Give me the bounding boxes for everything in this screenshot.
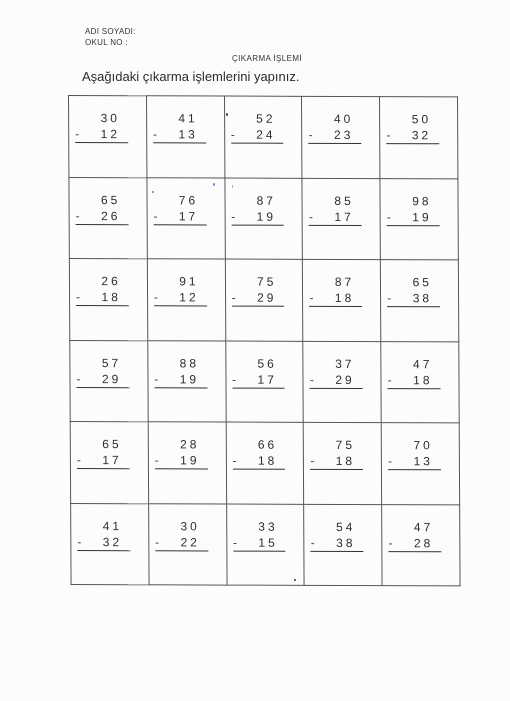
problem-cell	[70, 340, 148, 422]
minuend: 87	[334, 274, 355, 290]
minus-sign: -	[308, 209, 314, 224]
problem-cell	[380, 178, 458, 260]
subtraction-problem	[304, 437, 381, 470]
minus-sign: -	[309, 372, 314, 387]
minuend: 26	[101, 274, 121, 289]
minus-sign: -	[76, 290, 81, 305]
instruction-text: Aşağıdaki çıkarma işlemlerini yapınız.	[82, 69, 300, 84]
minus-sign: -	[386, 128, 391, 143]
problem-cell	[224, 96, 302, 178]
subtraction-problem	[303, 192, 380, 225]
problem-cell	[382, 504, 460, 586]
subtrahend-row	[77, 452, 130, 469]
problem-cell	[226, 504, 304, 586]
minus-sign: -	[152, 127, 158, 142]
problem-cell	[69, 259, 147, 341]
scan-speck	[226, 113, 228, 116]
worksheet-title: ÇIKARMA İŞLEMİ	[232, 54, 303, 63]
subtraction-problem	[382, 356, 459, 389]
subtraction-problem	[149, 436, 226, 469]
subtrahend-row	[387, 209, 440, 226]
subtraction-problem	[226, 355, 303, 388]
minuend: 85	[334, 193, 354, 208]
subtraction-problem	[148, 273, 225, 306]
scan-speck	[152, 191, 154, 193]
subtrahend: 24	[256, 127, 276, 142]
problem-cell	[381, 260, 459, 342]
minuend: 65	[412, 275, 433, 290]
minus-sign: -	[153, 290, 158, 305]
problem-cell	[225, 341, 303, 423]
subtrahend: 26	[101, 208, 121, 223]
problem-cell	[303, 341, 381, 423]
subtrahend: 13	[178, 127, 198, 142]
subtrahend-row	[232, 371, 285, 388]
minuend: 52	[256, 111, 276, 126]
minuend: 76	[178, 192, 199, 207]
minus-sign: -	[388, 535, 393, 550]
minus-sign: -	[231, 209, 236, 224]
minuend: 75	[256, 274, 277, 289]
minuend: 98	[412, 193, 432, 208]
problem-cell	[380, 97, 458, 179]
subtraction-problem	[147, 192, 224, 225]
subtrahend-row	[232, 453, 285, 470]
minus-sign: -	[387, 372, 392, 387]
subtrahend-row	[309, 127, 362, 144]
scan-speck	[294, 579, 296, 581]
subtrahend: 32	[102, 534, 123, 549]
subtrahend: 18	[257, 453, 278, 468]
name-label: ADI SOYADI:	[85, 27, 136, 36]
problem-cell	[225, 178, 303, 260]
subtraction-problem	[304, 355, 381, 388]
problem-cell	[302, 178, 380, 260]
subtrahend-row	[311, 534, 364, 551]
problem-cell	[147, 259, 225, 341]
problem-cell	[304, 422, 382, 504]
minuend: 33	[258, 519, 278, 534]
subtrahend: 22	[180, 534, 200, 549]
minus-sign: -	[232, 453, 237, 468]
subtrahend: 15	[258, 535, 278, 550]
minuend: 41	[178, 111, 198, 126]
minus-sign: -	[77, 534, 82, 549]
subtraction-problem	[226, 437, 303, 470]
problem-row	[69, 96, 458, 179]
subtrahend-row	[154, 289, 207, 306]
problem-cell	[148, 422, 226, 504]
subtraction-problem	[302, 111, 379, 144]
subtraction-problem	[71, 436, 148, 469]
minus-sign: -	[308, 127, 313, 142]
minus-sign: -	[76, 453, 81, 468]
subtrahend-row	[309, 208, 362, 225]
subtrahend-row	[309, 290, 362, 307]
subtrahend-row	[153, 126, 206, 143]
problem-cell	[69, 177, 147, 259]
subtraction-problem	[148, 355, 225, 388]
minus-sign: -	[310, 453, 315, 468]
subtrahend: 13	[413, 454, 433, 469]
minus-sign: -	[232, 372, 237, 387]
subtraction-problem	[303, 274, 380, 307]
problem-cell	[381, 423, 459, 505]
subtraction-problem	[380, 111, 457, 144]
school-number-label: OKUL NO :	[85, 38, 128, 47]
subtrahend-row	[231, 208, 284, 225]
subtrahend-row	[76, 371, 129, 388]
minuend: 54	[336, 519, 356, 534]
minus-sign: -	[154, 371, 159, 386]
subtrahend: 17	[102, 453, 122, 468]
problem-cell	[69, 96, 147, 178]
subtrahend-row	[233, 534, 286, 551]
problem-cell	[71, 503, 149, 585]
subtraction-problem	[381, 274, 458, 307]
subtraction-problem	[381, 193, 458, 226]
subtrahend-row	[386, 127, 439, 144]
subtrahend: 17	[257, 372, 277, 387]
problem-cell	[303, 259, 381, 341]
subtrahend: 18	[334, 290, 355, 306]
subtrahend-row	[77, 534, 130, 551]
subtrahend: 12	[100, 127, 121, 142]
subtraction-problem	[305, 518, 382, 551]
subtraction-problem	[227, 518, 304, 551]
subtrahend: 12	[179, 290, 199, 305]
problem-row	[70, 340, 459, 423]
subtrahend-row	[388, 453, 441, 470]
subtrahend: 19	[256, 209, 277, 224]
minuend: 28	[180, 437, 200, 452]
subtrahend: 38	[336, 535, 356, 550]
minus-sign: -	[232, 535, 237, 550]
minuend: 65	[102, 437, 122, 452]
minuend: 66	[257, 437, 278, 452]
subtrahend: 18	[335, 453, 356, 469]
scan-speck	[232, 185, 233, 188]
minus-sign: -	[154, 453, 159, 468]
problem-row	[71, 503, 460, 586]
problem-cell	[304, 504, 382, 586]
subtrahend: 29	[101, 371, 122, 386]
subtrahend: 38	[412, 291, 433, 306]
subtrahend-row	[75, 126, 128, 143]
minuend: 47	[412, 356, 433, 371]
subtrahend-row	[153, 208, 206, 225]
minus-sign: -	[388, 454, 393, 469]
problem-cell	[381, 341, 459, 423]
subtraction-problem	[70, 192, 147, 225]
subtraction-problem	[69, 110, 146, 143]
minuend: 70	[413, 438, 433, 453]
problem-cell	[148, 503, 226, 585]
problem-cell	[148, 340, 226, 422]
minuend: 50	[411, 112, 432, 127]
subtrahend: 19	[180, 453, 200, 468]
subtraction-problem	[382, 519, 459, 552]
problem-row	[70, 422, 459, 505]
subtrahend: 32	[411, 128, 432, 143]
subtrahend: 18	[101, 290, 121, 305]
minus-sign: -	[75, 127, 80, 142]
minuend: 91	[179, 274, 199, 289]
subtrahend-row	[232, 290, 285, 307]
subtraction-problem	[225, 111, 302, 144]
minus-sign: -	[310, 535, 315, 550]
minuend: 65	[100, 192, 121, 207]
minuend: 30	[100, 111, 120, 126]
subtrahend: 17	[334, 209, 354, 224]
problem-cell	[226, 422, 304, 504]
subtrahend: 29	[335, 372, 355, 387]
subtrahend-row	[76, 289, 129, 306]
subtrahend-row	[154, 371, 207, 388]
minus-sign: -	[309, 290, 314, 305]
subtrahend: 18	[413, 372, 433, 387]
subtrahend-row	[310, 371, 363, 388]
minuend: 30	[180, 518, 200, 533]
problem-row	[69, 259, 458, 342]
subtrahend: 17	[178, 208, 199, 223]
subtrahend: 19	[412, 209, 432, 224]
problem-grid	[68, 95, 461, 586]
minuend: 41	[102, 518, 123, 533]
subtraction-problem	[225, 192, 302, 225]
minuend: 47	[413, 519, 434, 534]
subtraction-problem	[70, 273, 147, 306]
subtrahend-row	[231, 127, 284, 144]
problem-row	[69, 177, 458, 260]
subtrahend-row	[310, 453, 363, 470]
minus-sign: -	[231, 290, 236, 305]
minuend: 56	[257, 356, 277, 371]
scan-speck	[213, 183, 215, 186]
minus-sign: -	[75, 208, 80, 223]
problem-table	[68, 95, 461, 586]
problem-cell	[70, 422, 148, 504]
minuend: 87	[256, 193, 276, 208]
subtrahend-row	[388, 535, 441, 552]
subtraction-problem	[149, 518, 226, 551]
problem-table-body	[69, 96, 461, 586]
minus-sign: -	[386, 209, 391, 224]
minuend: 88	[179, 355, 200, 370]
minuend: 75	[335, 437, 356, 453]
subtraction-problem	[147, 110, 224, 143]
subtrahend-row	[387, 290, 440, 307]
minus-sign: -	[230, 127, 235, 142]
minuend: 37	[335, 356, 355, 371]
minus-sign: -	[76, 371, 81, 386]
subtrahend-row	[155, 452, 208, 469]
problem-cell	[146, 96, 224, 178]
subtrahend-row	[388, 372, 441, 389]
minus-sign: -	[387, 291, 392, 306]
problem-cell	[302, 96, 380, 178]
minuend: 40	[333, 111, 354, 126]
subtrahend: 28	[413, 535, 434, 550]
subtrahend-row	[76, 208, 129, 225]
subtrahend-row	[155, 534, 208, 551]
subtrahend: 29	[257, 290, 277, 305]
minus-sign: -	[153, 208, 158, 223]
problem-cell	[147, 177, 225, 259]
minuend: 57	[101, 355, 122, 370]
subtraction-problem	[70, 355, 147, 388]
minus-sign: -	[155, 534, 160, 549]
subtrahend: 19	[179, 371, 200, 386]
subtraction-problem	[71, 518, 148, 551]
subtraction-problem	[382, 437, 459, 470]
subtraction-problem	[226, 274, 303, 307]
problem-cell	[225, 259, 303, 341]
subtrahend: 23	[333, 127, 354, 142]
